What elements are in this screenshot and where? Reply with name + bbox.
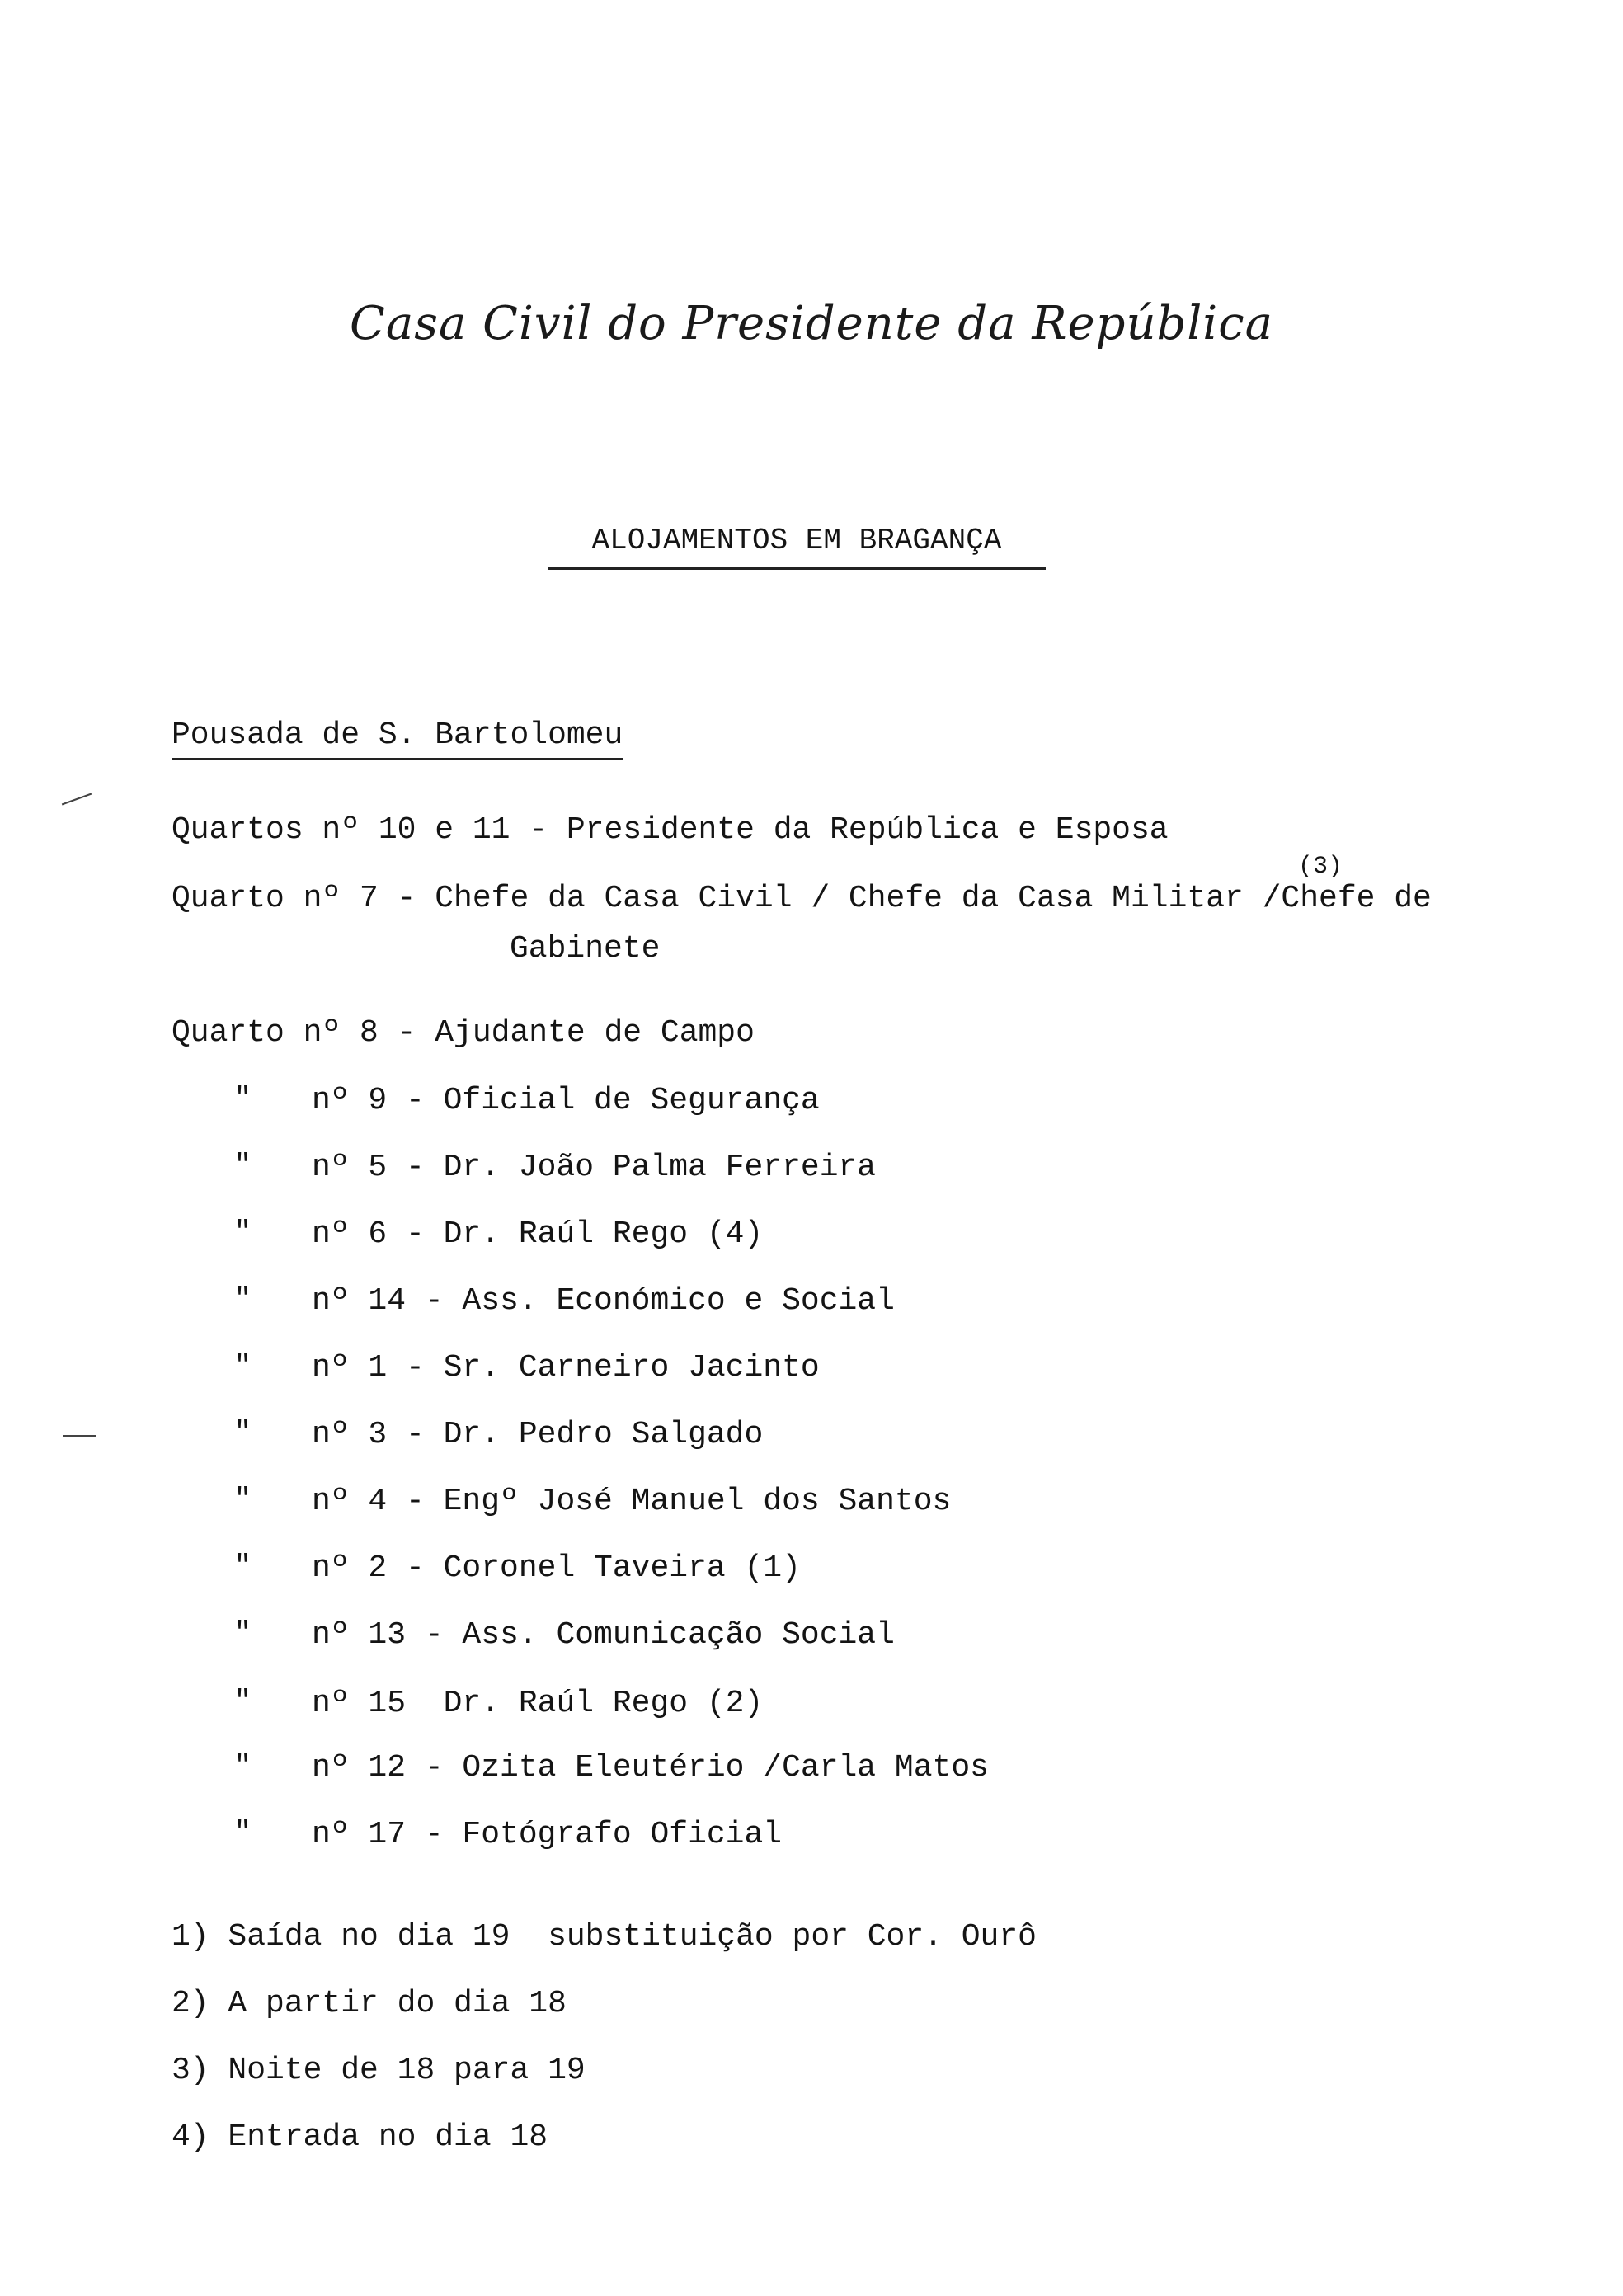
room-line: nº 5 - Dr. João Palma Ferreira [312, 1150, 877, 1185]
footnote: 2) A partir do dia 18 [172, 1986, 567, 2021]
room-line: nº 17 - Fotógrafo Oficial [312, 1817, 783, 1852]
ditto-mark: " [234, 1418, 252, 1449]
ditto-mark: " [234, 1818, 252, 1849]
section-heading: Pousada de S. Bartolomeu [172, 718, 623, 760]
footnote: 4) Entrada no dia 18 [172, 2120, 548, 2155]
room-line: nº 4 - Engº José Manuel dos Santos [312, 1484, 952, 1519]
room-line-continuation: Gabinete [510, 931, 661, 967]
room-line: nº 14 - Ass. Económico e Social [312, 1283, 895, 1319]
ditto-mark: " [234, 1084, 252, 1115]
footnote-ref: (3) [1298, 853, 1343, 881]
ditto-mark: " [234, 1618, 252, 1649]
room-line: nº 1 - Sr. Carneiro Jacinto [312, 1350, 820, 1386]
ditto-mark: " [234, 1284, 252, 1315]
footnote: 1) Saída no dia 19 substituição por Cor. Ourô [172, 1919, 1037, 1955]
ditto-mark: " [234, 1351, 252, 1382]
room-line: nº 13 - Ass. Comunicação Social [312, 1617, 895, 1653]
room-line: nº 2 - Coronel Taveira (1) [312, 1550, 801, 1586]
document-title: ALOJAMENTOS EM BRAGANÇA [548, 524, 1046, 570]
room-line: nº 12 - Ozita Eleutério /Carla Matos [312, 1750, 989, 1786]
margin-mark [62, 793, 92, 806]
room-line: nº 6 - Dr. Raúl Rego (4) [312, 1216, 764, 1252]
room-line: Quartos nº 10 e 11 - Presidente da República e Esposa [172, 812, 1169, 848]
ditto-mark: " [234, 1751, 252, 1782]
room-line: nº 3 - Dr. Pedro Salgado [312, 1417, 764, 1452]
ditto-mark: " [234, 1484, 252, 1516]
room-line: nº 15 Dr. Raúl Rego (2) [312, 1686, 764, 1721]
margin-mark [63, 1435, 96, 1437]
letterhead: Casa Civil do Presidente da República [350, 297, 1273, 351]
room-line: Quarto nº 7 - Chefe da Casa Civil / Chefe da Casa Militar /Chefe de [172, 881, 1432, 916]
ditto-mark: " [234, 1217, 252, 1249]
footnote: 3) Noite de 18 para 19 [172, 2053, 586, 2088]
ditto-mark: " [234, 1551, 252, 1583]
room-line: nº 9 - Oficial de Segurança [312, 1083, 820, 1118]
ditto-mark: " [234, 1150, 252, 1182]
ditto-mark: " [234, 1687, 252, 1718]
room-line: Quarto nº 8 - Ajudante de Campo [172, 1015, 755, 1051]
